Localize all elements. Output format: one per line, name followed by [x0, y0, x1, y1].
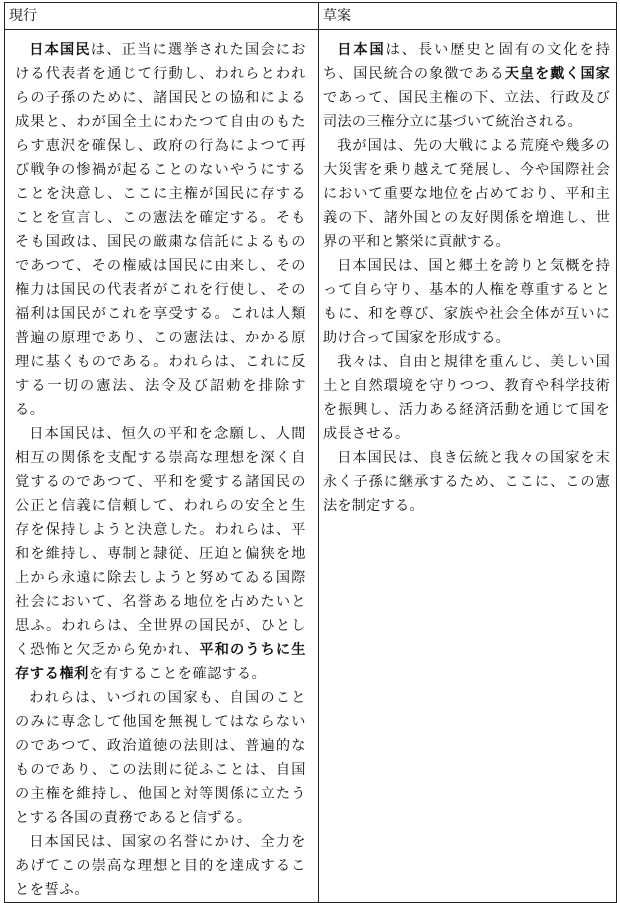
- current-paragraph: [15, 38, 306, 422]
- emphasized-text: 日本国: [337, 42, 386, 58]
- emphasized-text: 平和のうちに生存する権利: [15, 642, 306, 682]
- text-run: は、長い歴史と固有の文化を持ち、国民統合の象徴である: [323, 42, 610, 82]
- draft-paragraph: [323, 254, 610, 350]
- draft-paragraph: [323, 38, 610, 134]
- header-current: 現行: [5, 3, 319, 30]
- body-row: [5, 30, 617, 903]
- comparison-table: [4, 2, 617, 903]
- current-paragraph: [15, 830, 306, 902]
- text-run: 日本国民は、国家の名誉にかけ、全力をあげてこの崇高な理想と目的を達成することを誓ふ。: [15, 834, 306, 898]
- current-paragraph: [15, 422, 306, 686]
- text-run: 日本国民は、恒久の平和を念願し、人間相互の関係を支配する崇高な理想を深く自覚するのであつて、平和を愛する諸国民の公正と信義に信頼して、われらの安全と生存を保持しようと決意した。われらは、平和を維持し、専制と隷従、圧迫と偏狭を地上から永遠に除去しようと努めてゐる国際社会において、名誉ある地位を占めたいと思ふ。われらは、全世界の国民が、ひとしく恐怖と欠乏から免かれ、: [15, 426, 306, 658]
- draft-paragraph: [323, 134, 610, 254]
- emphasized-text: 日本国民: [29, 42, 91, 58]
- text-run: 我が国は、先の大戦による荒廃や幾多の大災害を乗り越えて発展し、今や国際社会において重要な地位を占めており、平和主義の下、諸外国との友好関係を増進し、世界の平和と繁栄に貢献する。: [323, 138, 610, 250]
- text-run: 我々は、自由と規律を重んじ、美しい国土と自然環境を守りつつ、教育や科学技術を振興し、活力ある経済活動を通じて国を成長させる。: [323, 354, 610, 442]
- current-text-cell: [5, 30, 319, 903]
- text-run: を有することを確認する。: [88, 666, 267, 682]
- draft-paragraph: [323, 446, 610, 518]
- text-run: 日本国民は、良き伝統と我々の国家を末永く子孫に継承するため、ここに、この憲法を制定する。: [323, 450, 610, 514]
- text-run: は、正当に選挙された国会における代表者を通じて行動し、われらとわれらの子孫のために、諸国民との協和による成果と、わが国全土にわたつて自由のもたらす恵沢を確保し、政府の行為によつて再び戦争の惨禍が起ることのないやうにすることを決意し、ここに主権が国民に存することを宣言し、この憲法を確定する。そもそも国政は、国民の厳粛な信託によるものであつて、その権威は国民に由来し、その権力は国民の代表者がこれを行使し、その福利は国民がこれを享受する。これは人類普遍の原理であり、この憲法は、かかる原理に基くものである。われらは、これに反する一切の憲法、法令及び詔勅を排除する。: [15, 42, 306, 418]
- text-run: われらは、いづれの国家も、自国のことのみに専念して他国を無視してはならないのであつて、政治道徳の法則は、普遍的なものであり、この法則に従ふことは、自国の主権を維持し、他国と対等関係に立たうとする各国の責務であると信ずる。: [15, 690, 306, 826]
- draft-text-cell: [319, 30, 617, 903]
- emphasized-text: 天皇を戴く国家: [504, 66, 610, 82]
- header-row: [5, 3, 617, 30]
- current-paragraph: [15, 686, 306, 830]
- header-draft: 草案: [319, 3, 617, 30]
- text-run: であって、国民主権の下、立法、行政及び司法の三権分立に基づいて統治される。: [323, 90, 610, 130]
- draft-paragraph: [323, 350, 610, 446]
- text-run: 日本国民は、国と郷土を誇りと気概を持って自ら守り、基本的人権を尊重するとともに、和を尊び、家族や社会全体が互いに助け合って国家を形成する。: [323, 258, 610, 346]
